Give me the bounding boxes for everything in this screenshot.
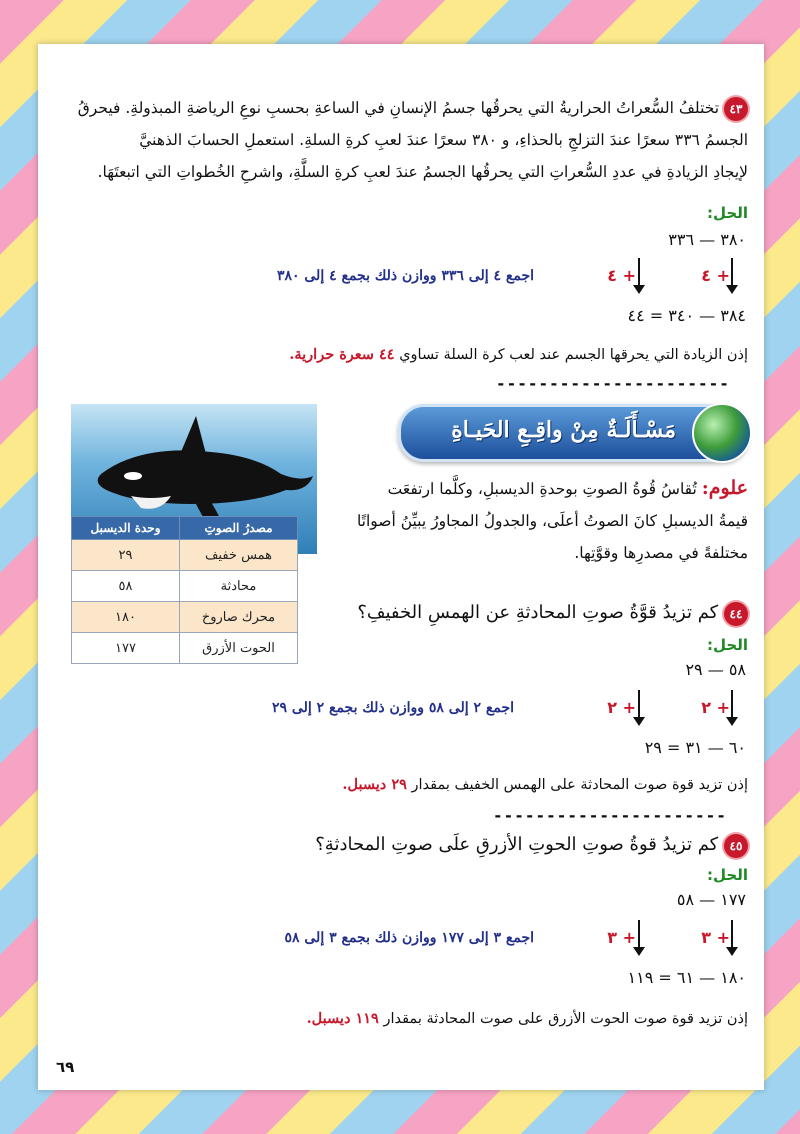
science-line3: مختلفةً في مصدرِها وقوَّتِها. [574,544,748,562]
table-cell: ١٨٠ [72,602,180,633]
solution-label-43: الحل: [707,204,748,222]
plus-left-44: + ٢ [701,698,730,717]
table-row [72,540,298,571]
conclusion-43 [289,346,748,363]
question-number-badge: ٤٤ [724,602,748,626]
conclusion-43-text: إذن الزيادة التي يحرقها الجسم عند لعب كرة السلة تساوي [399,347,748,363]
question-44-text: كم تزيدُ قوَّةُ صوتِ المحادثةِ عن الهمسِ الخفيفِ؟ [357,602,719,623]
question-43-line3: لإيجادِ الزيادةِ في عددِ السُّعراتِ التي يحرقُها الجسمُ عندَ لعبِ كرةِ السلَّةِ، واشرحِ الخُطواتِ التي اتبعتَهَا. [97,163,748,181]
plus-right-43: + ٤ [607,266,636,285]
arrow-down-icon [638,920,640,950]
equation-44-first: ٥٨ — ٢٩ [685,660,746,679]
divider: ---------------------- [493,806,727,825]
science-line1: تُقاسُ قُوةُ الصوتِ بوحدةِ الديسبلِ، وكلَّما ارتفعَت [387,480,697,498]
question-45-text: كم تزيدُ قوةُ صوتِ الحوتِ الأزرقِ علَى صوتِ المحادثةِ؟ [315,834,719,855]
conclusion-44 [342,776,748,793]
answer-43: ٤٤ سعرة حرارية. [289,346,395,363]
conclusion-45-text: إذن تزيد قوة صوت الحوت الأزرق على صوت المحادثة بمقدار [383,1011,748,1027]
table-header-row [72,517,298,540]
arrow-down-icon [731,258,733,288]
science-label: علوم: [701,477,748,499]
real-life-banner [398,404,749,462]
plus-right-44: + ٢ [607,698,636,717]
page-number: ٦٩ [56,1058,75,1076]
question-44 [357,602,748,626]
equation-45-second: ١٨٠ — ٦١ = ١١٩ [627,968,746,987]
table-cell: ١٧٧ [72,633,180,664]
arrow-down-icon [731,920,733,950]
equation-43-first: ٣٨٠ — ٣٣٦ [668,230,746,249]
conclusion-45 [307,1010,748,1027]
answer-44: ٢٩ ديسبل. [342,776,407,793]
table-header-decibel: وحدة الديسبل [72,517,180,540]
question-45 [315,834,748,858]
table-row [72,602,298,633]
page-sheet [38,44,764,1090]
question-43-line2: الجسمُ ٣٣٦ سعرًا عندَ التزلجِ بالحذاءِ، و ٣٨٠ سعرًا عندَ لعبِ كرةِ السلةِ. استعملِ الحسابَ الذهنيَّ [139,131,748,149]
equation-44-second: ٦٠ — ٣١ = ٢٩ [644,738,746,757]
sound-table-wrapper [71,516,298,664]
conclusion-44-text: إذن تزيد قوة صوت المحادثة على الهمس الخفيف بمقدار [411,777,748,793]
table-cell: ٥٨ [72,571,180,602]
table-row [72,571,298,602]
answer-45: ١١٩ ديسبل. [306,1010,379,1027]
table-cell: محادثة [180,571,298,602]
question-number-badge: ٤٣ [724,97,748,121]
science-line2: قيمةُ الديسبلِ كانَ الصوتُ أعلَى، والجدولُ المجاورُ يبيِّنُ أصواتًا [356,512,748,530]
table-cell: محرك صاروخ [180,602,298,633]
question-43-line1: تختلفُ السُّعراتُ الحراريةُ التي يحرقُها جسمُ الإنسانِ في الساعةِ بحسبِ نوعِ الرياضةِ المبذولةِ. فيحرقُ [77,99,720,117]
science-paragraph [328,472,748,569]
solution-label-44: الحل: [707,636,748,654]
question-number-badge: ٤٥ [724,834,748,858]
table-cell: همس خفيف [180,540,298,571]
table-cell: الحوت الأزرق [180,633,298,664]
globe-icon [692,403,752,463]
arrow-down-icon [731,690,733,720]
plus-left-43: + ٤ [701,266,730,285]
plus-left-45: + ٣ [701,928,730,947]
question-43 [48,92,748,188]
plus-right-45: + ٣ [607,928,636,947]
arrow-down-icon [638,690,640,720]
table-header-source: مصدرُ الصوتِ [180,517,298,540]
note-43: اجمع ٤ إلى ٣٣٦ ووازن ذلك بجمع ٤ إلى ٣٨٠ [276,268,534,284]
banner-title: مَسْـأَلَـةٌ مِنْ واقِـعِ الحَيـاةِ [451,417,676,443]
solution-label-45: الحل: [707,866,748,884]
table-row [72,633,298,664]
arrow-down-icon [638,258,640,288]
equation-45-first: ١٧٧ — ٥٨ [676,890,746,909]
divider: ---------------------- [496,374,730,393]
note-45: اجمع ٣ إلى ١٧٧ ووازن ذلك بجمع ٣ إلى ٥٨ [284,930,534,946]
note-44: اجمع ٢ إلى ٥٨ ووازن ذلك بجمع ٢ إلى ٢٩ [271,700,514,716]
table-cell: ٢٩ [72,540,180,571]
sound-table [71,516,298,664]
equation-43-second: ٣٨٤ — ٣٤٠ = ٤٤ [627,306,746,325]
